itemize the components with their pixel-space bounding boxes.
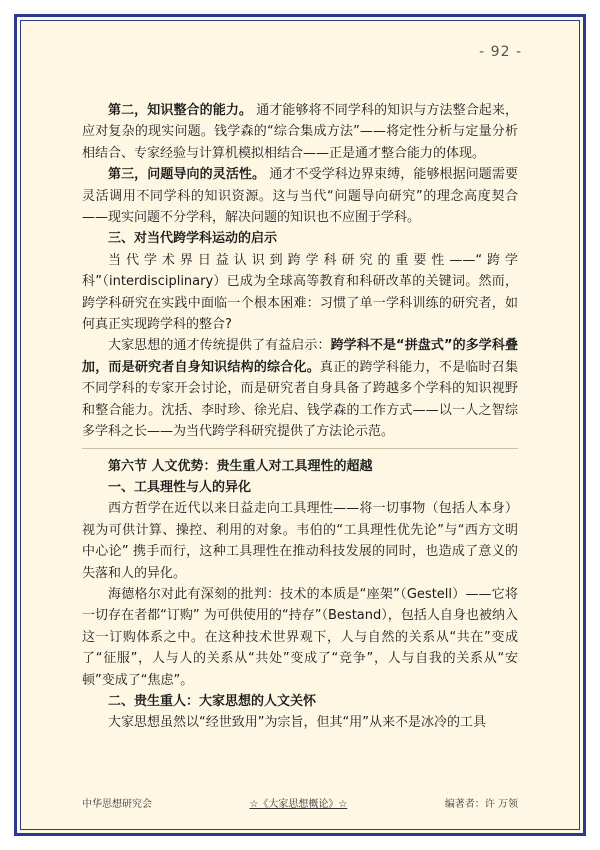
page-footer — [82, 795, 518, 810]
footer-author: 编著者：许 万领 — [444, 799, 518, 810]
paragraph-humanism: 大家思想虽然以“经世致用”为宗旨，但其“用”从来不是冰冷的工具 — [108, 715, 486, 731]
footer-book-title: ☆《大家思想概论》☆ — [249, 799, 348, 810]
subheading-interdisciplinary: 三、对当代跨学科运动的启示 — [108, 231, 278, 247]
paragraph-emphasis: 跨学科不是“拼盘式”的多学科叠加，而是研究者自身知识结构的综合化。 — [82, 338, 518, 375]
paragraph-text: 通才能够将不同学科的知识与方法整合起来，应对复杂的现实问题。钱学森的“综合集成方法”——将定性分析与定量分析相结合、专家经验与计算机模拟相结合——正是通才整合能力的体现。 — [82, 103, 518, 161]
paragraph-knowledge-integration — [82, 100, 518, 164]
paragraph-text: 通才不受学科边界束缚，能够根据问题需要灵活调用不同学科的知识资源。这与当代“问题导向研究”的理念高度契合——现实问题不分学科，解决问题的知识也不应囿于学科。 — [82, 167, 518, 226]
subheading-humanism: 二、贵生重人：大家思想的人文关怀 — [108, 693, 317, 709]
section-title: 第六节 人文优势：贵生重人对工具理性的超越 — [108, 458, 373, 474]
footer-publisher: 中华思想研究会 — [82, 799, 152, 810]
paragraph-interdisciplinary: 当代学术界日益认识到跨学科研究的重要性——“跨学科”（interdisciplinary）已成为全球高等教育和科研改革的关键词。然而，跨学科研究在实践中面临一个根本困难：习惯了单一学科训练的研究者，如何真正实现跨学科的整合? — [82, 252, 518, 333]
page-content — [82, 100, 518, 734]
paragraph-lead: 第三，问题导向的灵活性。 — [108, 167, 266, 183]
paragraph-western-philosophy: 西方哲学在近代以来日益走向工具理性——将一切事物（包括人本身）视为可供计算、操控、利用的对象。韦伯的“工具理性优先论”与“西方文明中心论” 携手而行，这种工具理性在推动科技发展的同时，也造成了意义的失落和人的异化。 — [82, 501, 518, 581]
paragraph-lead: 第二，知识整合的能力。 — [108, 103, 253, 118]
page-number: - 92 - — [479, 44, 522, 60]
paragraph-inspiration — [82, 335, 518, 442]
paragraph-problem-oriented — [82, 164, 518, 228]
subheading-instrumental-reason: 一、工具理性与人的异化 — [108, 479, 252, 495]
paragraph-text: 大家思想的通才传统提供了有益启示： — [108, 338, 331, 354]
section-divider — [82, 448, 518, 449]
paragraph-heidegger: 海德格尔对此有深刻的批判：技术的本质是“座架”（Gestell）——它将一切存在者都“订购” 为可供使用的“持存”（Bestand），包括人自身也被纳入这一订购体系之中。在这种技术世界观下，人与自然的关系从“共在”变成了“征服”，人与人的关系从“共处”变成了“竞争”，人与自我的关系从“安顿”变成了“焦虑”。 — [82, 586, 518, 688]
paragraph-text: 真正的跨学科能力，不是临时召集不同学科的专家开会讨论，而是研究者自身具备了跨越多个学科的知识视野和整合能力。沈括、李时珍、徐光启、钱学森的工作方式——以一人之智综多学科之长——为当代跨学科研究提供了方法论示范。 — [82, 359, 518, 440]
